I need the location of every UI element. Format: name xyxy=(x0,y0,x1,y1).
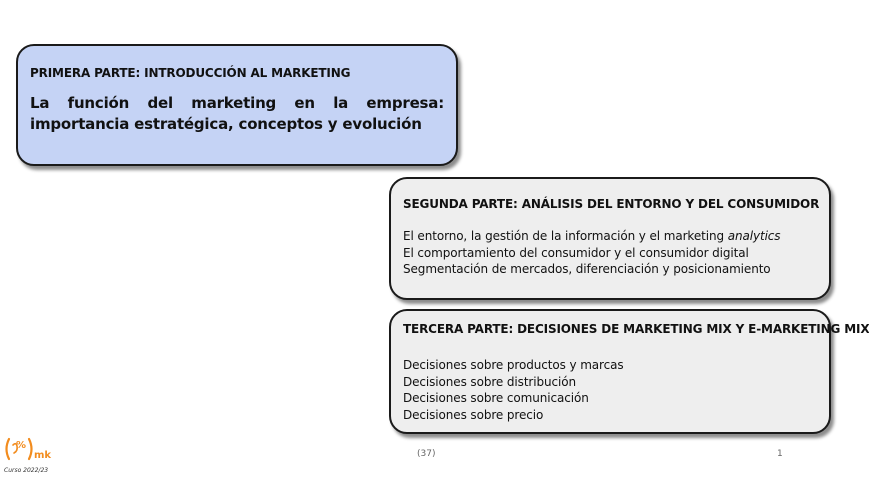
part3-item-3: Decisiones sobre comunicación xyxy=(403,391,589,405)
mk-logo-icon xyxy=(3,437,52,465)
part3-item-2: Decisiones sobre distribución xyxy=(403,374,576,389)
part3-items xyxy=(403,357,817,423)
part2-item-1 xyxy=(403,228,817,245)
logo-mk: mk xyxy=(34,450,52,461)
part2-items xyxy=(403,228,817,278)
part2-box xyxy=(389,177,831,300)
course-label: Curso 2022/23 xyxy=(4,467,49,474)
part2-item-2: El comportamiento del consumidor y el consumidor digital xyxy=(403,245,749,260)
part1-box xyxy=(16,44,458,166)
part3-item-4: Decisiones sobre precio xyxy=(403,407,544,422)
part3-heading: TERCERA PARTE: DECISIONES DE MARKETING MIX Y E-MARKETING MIX xyxy=(403,322,869,336)
part1-heading: PRIMERA PARTE: INTRODUCCIÓN AL MARKETING xyxy=(30,66,351,80)
part3-box xyxy=(389,309,869,434)
part2-heading: SEGUNDA PARTE: ANÁLISIS DEL ENTORNO Y DEL CONSUMIDOR xyxy=(403,197,820,211)
slide-reference: (37) xyxy=(417,449,436,459)
part1-subtitle: La función del marketing en la empresa: importancia estratégica, conceptos y evolución xyxy=(30,94,444,133)
logo-percent: % xyxy=(16,440,27,451)
part2-item-3: Segmentación de mercados, diferenciación y posicionamiento xyxy=(403,262,771,276)
part3-item-1: Decisiones sobre productos y marcas xyxy=(403,358,624,372)
page-number: 1 xyxy=(777,449,783,459)
part2-item-1-text: El entorno, la gestión de la información y el marketing xyxy=(403,229,728,243)
part2-item-1-italic: analytics xyxy=(727,229,781,243)
